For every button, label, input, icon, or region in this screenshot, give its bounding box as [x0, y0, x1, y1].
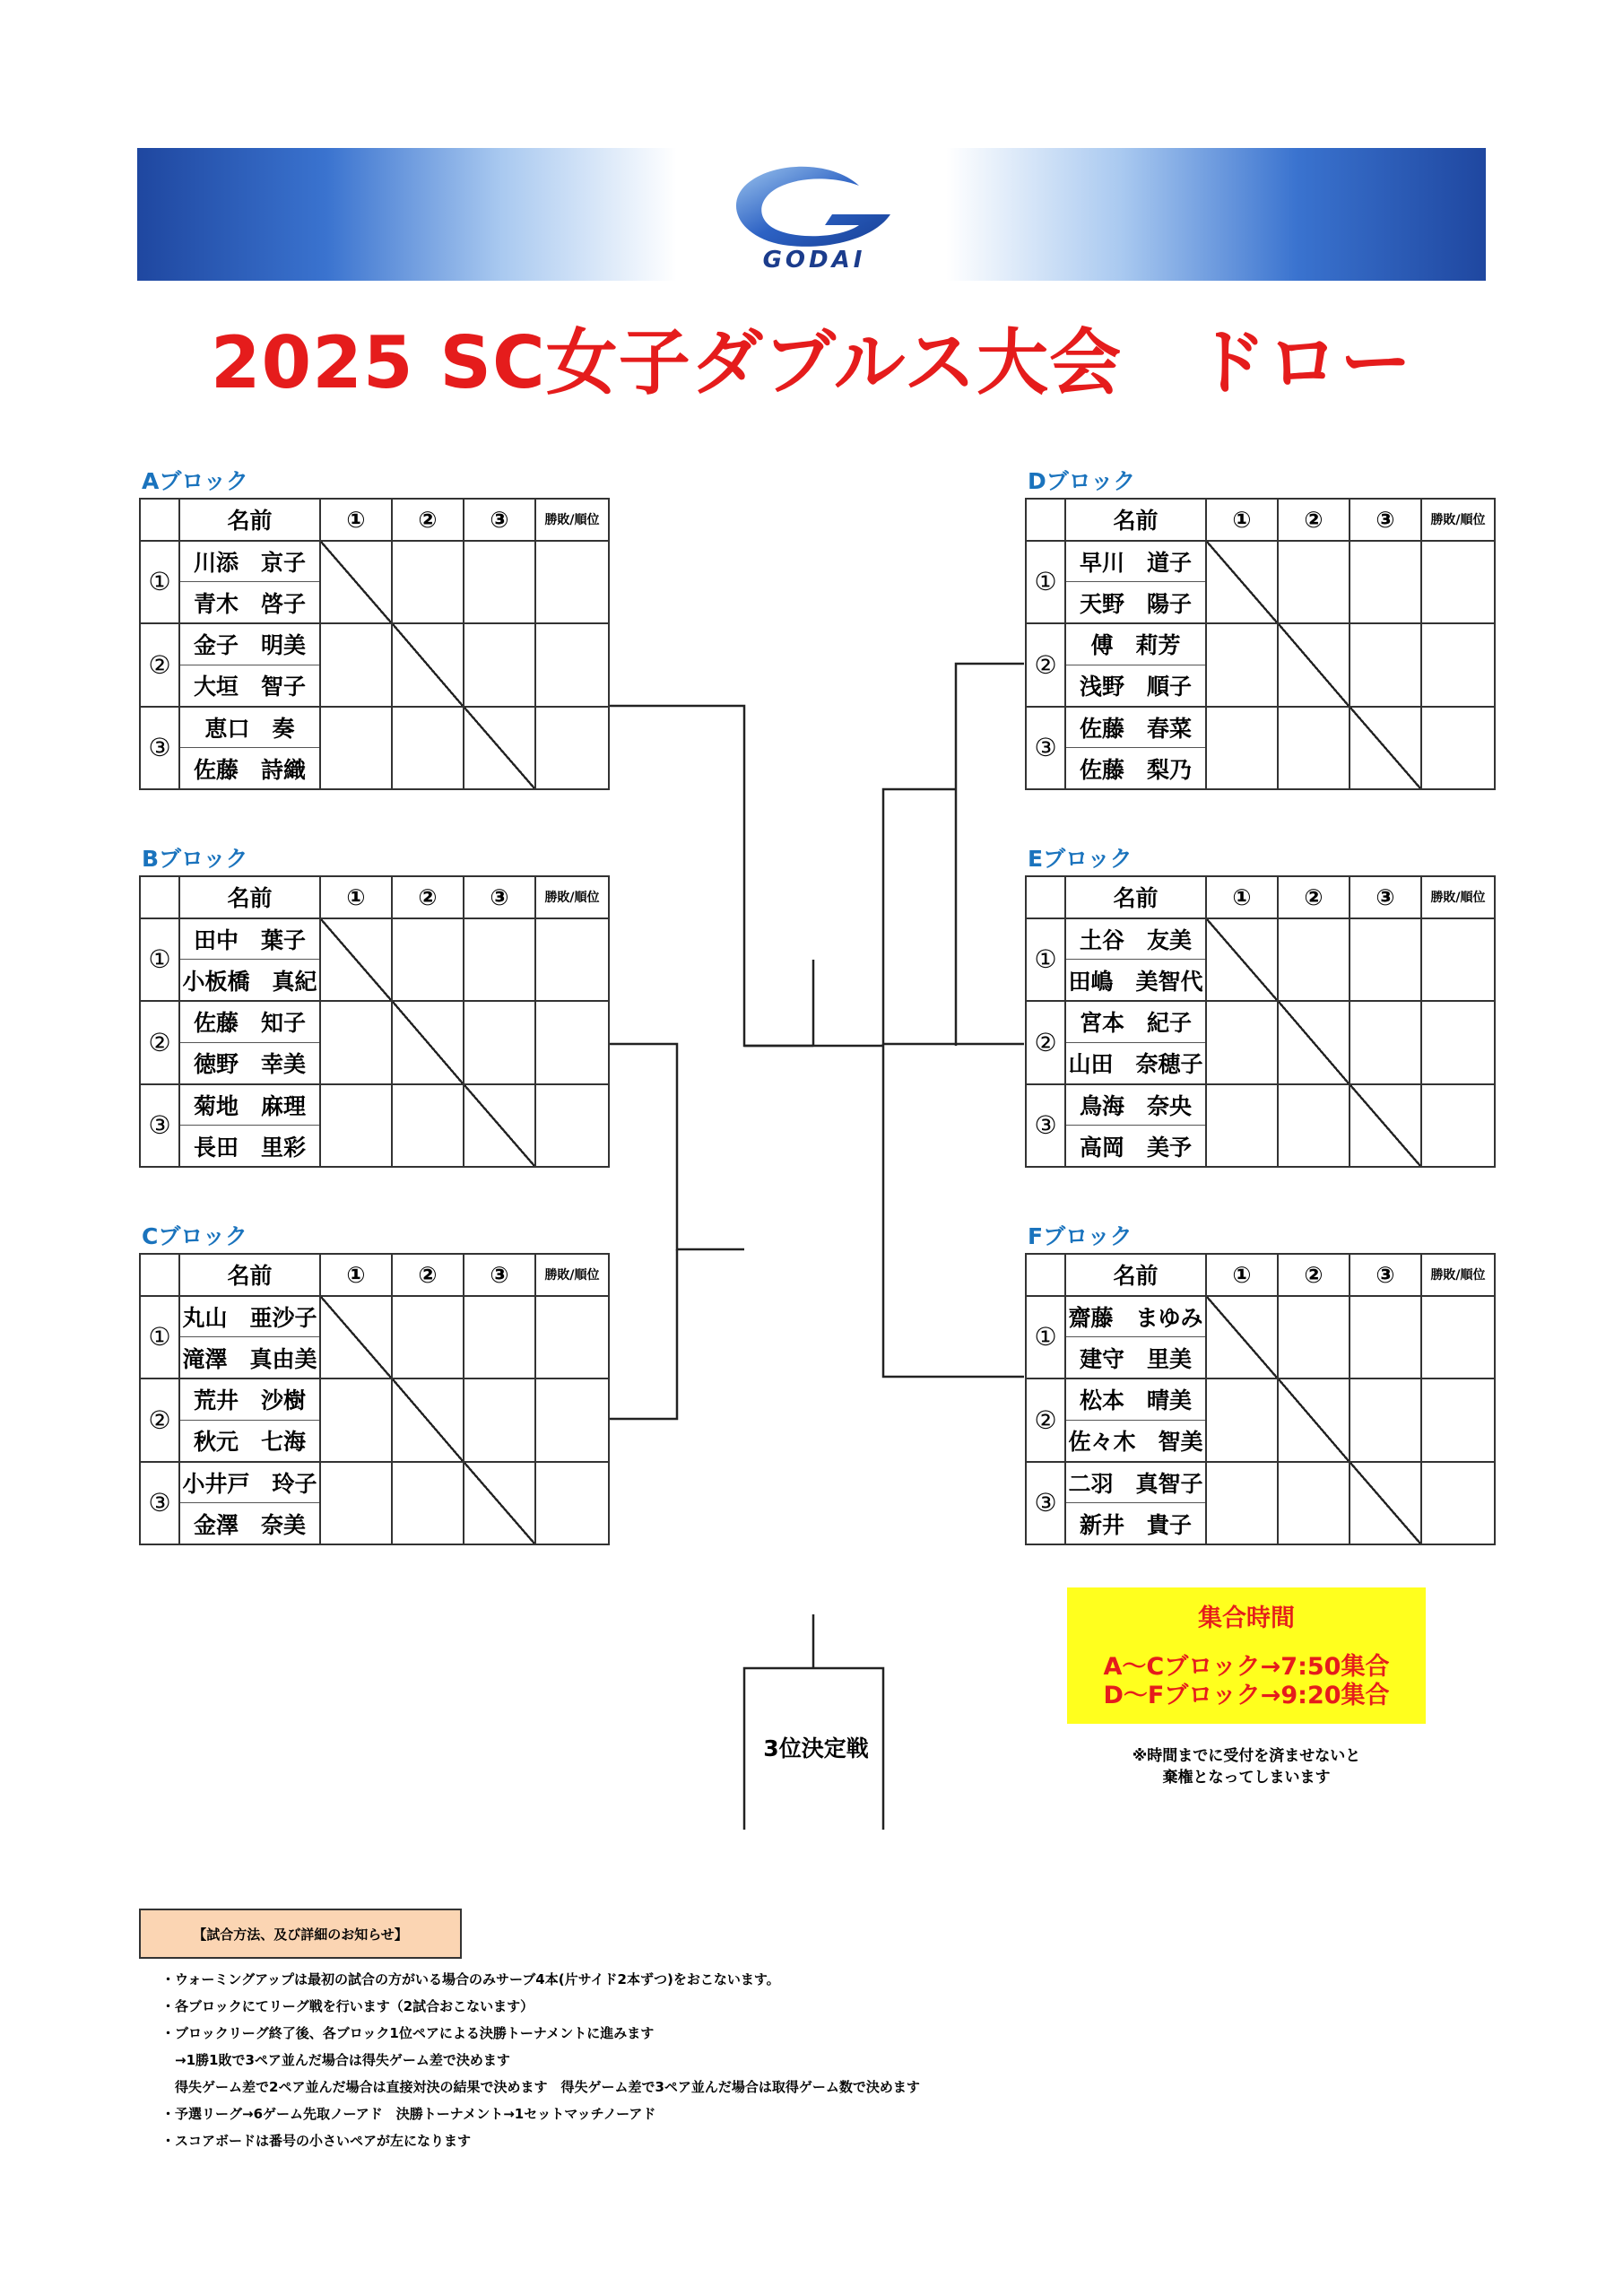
score-cell [1278, 1084, 1350, 1167]
result-cell [535, 1001, 609, 1083]
score-cell [320, 1084, 392, 1167]
header-col-2: ② [392, 876, 464, 918]
header-result: 勝敗/順位 [1421, 1254, 1495, 1296]
header-col-1: ① [320, 876, 392, 918]
info-list [161, 1966, 1462, 2154]
player-name: 山田 奈穂子 [1065, 1042, 1206, 1083]
header-result: 勝敗/順位 [535, 499, 609, 541]
pair-number: ① [1026, 1296, 1065, 1378]
self-match-cell [1278, 623, 1350, 706]
block-table-e [1025, 875, 1496, 1168]
block-label-b: Bブロック [142, 846, 248, 872]
header-name: 名前 [179, 499, 320, 541]
header-name: 名前 [179, 876, 320, 918]
player-name: 小井戸 玲子 [179, 1462, 320, 1503]
player-name: 土谷 友美 [1065, 918, 1206, 960]
result-cell [535, 1084, 609, 1167]
self-match-cell [464, 1084, 535, 1167]
header-col-3: ③ [464, 876, 535, 918]
pair-number: ② [1026, 1378, 1065, 1461]
result-cell [1421, 541, 1495, 623]
block-table-a [139, 498, 610, 790]
late-notice [1067, 1745, 1426, 1788]
score-cell [464, 623, 535, 706]
info-item: ・各ブロックにてリーグ戦を行います（2試合おこないます） [161, 1998, 534, 2014]
self-match-cell [1350, 1462, 1421, 1544]
score-cell [1350, 623, 1421, 706]
self-match-cell [464, 707, 535, 789]
meeting-title: 集合時間 [1198, 1605, 1295, 1632]
score-cell [392, 707, 464, 789]
score-cell [1350, 541, 1421, 623]
result-cell [1421, 1001, 1495, 1083]
header-name: 名前 [1065, 876, 1206, 918]
score-cell [1350, 918, 1421, 1001]
player-name: 傅 莉芳 [1065, 623, 1206, 665]
result-cell [1421, 623, 1495, 706]
block-label-f: Fブロック [1028, 1223, 1133, 1249]
info-item: ・スコアボードは番号の小さいペアが左になります [161, 2133, 472, 2149]
score-cell [320, 707, 392, 789]
late-notice-line: 棄権となってしまいます [1162, 1769, 1331, 1787]
score-cell [1278, 541, 1350, 623]
result-cell [535, 918, 609, 1001]
godai-logo-text: GODAI [762, 247, 866, 274]
header-col-3: ③ [464, 1254, 535, 1296]
header-col-1: ① [1206, 1254, 1278, 1296]
score-cell [1206, 1462, 1278, 1544]
player-name: 浅野 順子 [1065, 665, 1206, 706]
header-col-1: ① [320, 1254, 392, 1296]
pair-number: ③ [1026, 707, 1065, 789]
score-cell [1278, 918, 1350, 1001]
block-table-f [1025, 1253, 1496, 1545]
player-name: 徳野 幸美 [179, 1042, 320, 1083]
self-match-cell [1278, 1378, 1350, 1461]
result-cell [535, 1378, 609, 1461]
player-name: 小板橋 真紀 [179, 960, 320, 1001]
self-match-cell [1206, 918, 1278, 1001]
score-cell [464, 1296, 535, 1378]
block-table-c [139, 1253, 610, 1545]
header-col-2: ② [1278, 499, 1350, 541]
player-name: 菊地 麻理 [179, 1084, 320, 1126]
score-cell [392, 1296, 464, 1378]
header-col-3: ③ [464, 499, 535, 541]
result-cell [1421, 1462, 1495, 1544]
header-result: 勝敗/順位 [1421, 876, 1495, 918]
player-name: 佐藤 詩織 [179, 748, 320, 789]
player-name: 秋元 七海 [179, 1420, 320, 1461]
self-match-cell [1350, 1084, 1421, 1167]
header-col-2: ② [1278, 876, 1350, 918]
player-name: 佐藤 春菜 [1065, 707, 1206, 748]
self-match-cell [1350, 707, 1421, 789]
info-item: ・予選リーグ→6ゲーム先取ノーアド 決勝トーナメント→1セットマッチノーアド [161, 2106, 656, 2122]
player-name: 長田 里彩 [179, 1126, 320, 1167]
player-name: 建守 里美 [1065, 1337, 1206, 1378]
player-name: 新井 貴子 [1065, 1503, 1206, 1544]
self-match-cell [464, 1462, 535, 1544]
header-col-2: ② [392, 1254, 464, 1296]
score-cell [1206, 1001, 1278, 1083]
player-name: 田嶋 美智代 [1065, 960, 1206, 1001]
player-name: 松本 晴美 [1065, 1378, 1206, 1420]
info-item: ・ウォーミングアップは最初の試合の方がいる場合のみサーブ4本(片サイド2本ずつ)をおこないます。 [161, 1971, 780, 1987]
result-cell [1421, 1296, 1495, 1378]
third-place-label: 3位決定戦 [763, 1735, 869, 1761]
self-match-cell [320, 918, 392, 1001]
player-name: 高岡 美予 [1065, 1126, 1206, 1167]
pair-number: ③ [140, 707, 179, 789]
pair-number: ③ [1026, 1462, 1065, 1544]
pair-number: ① [1026, 918, 1065, 1001]
score-cell [1278, 1296, 1350, 1378]
self-match-cell [392, 1378, 464, 1461]
self-match-cell [1206, 541, 1278, 623]
score-cell [1350, 1296, 1421, 1378]
header-col-1: ① [320, 499, 392, 541]
player-name: 田中 葉子 [179, 918, 320, 960]
player-name: 大垣 智子 [179, 665, 320, 706]
block-label-c: Cブロック [142, 1223, 247, 1249]
player-name: 金子 明美 [179, 623, 320, 665]
score-cell [1206, 1084, 1278, 1167]
score-cell [464, 1378, 535, 1461]
pair-number: ② [1026, 623, 1065, 706]
score-cell [1350, 1001, 1421, 1083]
pair-number: ③ [140, 1084, 179, 1167]
info-item: ・ブロックリーグ終了後、各ブロック1位ペアによる決勝トーナメントに進みます [161, 2025, 655, 2041]
header-name: 名前 [1065, 1254, 1206, 1296]
player-name: 金澤 奈美 [179, 1503, 320, 1544]
result-cell [535, 1296, 609, 1378]
player-name: 早川 道子 [1065, 541, 1206, 582]
result-cell [1421, 1378, 1495, 1461]
info-item: →1勝1敗で3ペア並んだ場合は得失ゲーム差で決めます [161, 2052, 510, 2068]
meeting-time-box [1067, 1587, 1426, 1724]
header-result: 勝敗/順位 [535, 1254, 609, 1296]
player-name: 滝澤 真由美 [179, 1337, 320, 1378]
score-cell [1206, 707, 1278, 789]
score-cell [1278, 707, 1350, 789]
score-cell [464, 918, 535, 1001]
player-name: 天野 陽子 [1065, 582, 1206, 623]
pair-number: ③ [140, 1462, 179, 1544]
score-cell [392, 541, 464, 623]
player-name: 荒井 沙樹 [179, 1378, 320, 1420]
block-label-a: Aブロック [142, 468, 248, 494]
player-name: 青木 啓子 [179, 582, 320, 623]
player-name: 丸山 亜沙子 [179, 1296, 320, 1337]
info-item: 得失ゲーム差で2ペア並んだ場合は直接対決の結果で決めます 得失ゲーム差で3ペア並んだ場合は取得ゲーム数で決めます [161, 2079, 920, 2095]
self-match-cell [320, 541, 392, 623]
pair-number: ① [140, 541, 179, 623]
score-cell [464, 541, 535, 623]
meeting-line-abc: A～Cブロック→7:50集合 [1103, 1653, 1390, 1681]
result-cell [1421, 707, 1495, 789]
meeting-line-def: D～Fブロック→9:20集合 [1103, 1682, 1390, 1709]
player-name: 二羽 真智子 [1065, 1462, 1206, 1503]
score-cell [320, 1001, 392, 1083]
header-col-3: ③ [1350, 876, 1421, 918]
late-notice-line: ※時間までに受付を済ませないと [1132, 1747, 1361, 1765]
result-cell [535, 1462, 609, 1544]
pair-number: ② [1026, 1001, 1065, 1083]
header-col-3: ③ [1350, 499, 1421, 541]
header-name: 名前 [1065, 499, 1206, 541]
block-label-e: Eブロック [1028, 846, 1133, 872]
pair-number: ① [140, 918, 179, 1001]
score-cell [1206, 1378, 1278, 1461]
header-name: 名前 [179, 1254, 320, 1296]
score-cell [464, 1001, 535, 1083]
pair-number: ③ [1026, 1084, 1065, 1167]
self-match-cell [392, 1001, 464, 1083]
self-match-cell [1278, 1001, 1350, 1083]
result-cell [535, 707, 609, 789]
header-col-2: ② [392, 499, 464, 541]
player-name: 恵口 奏 [179, 707, 320, 748]
self-match-cell [392, 623, 464, 706]
score-cell [392, 1084, 464, 1167]
header-col-1: ① [1206, 876, 1278, 918]
block-table-b [139, 875, 610, 1168]
page-title: 2025 SC女子ダブルス大会 ドロー [210, 321, 1413, 404]
pair-number: ① [1026, 541, 1065, 623]
player-name: 佐々木 智美 [1065, 1420, 1206, 1461]
score-cell [320, 1462, 392, 1544]
score-cell [392, 1462, 464, 1544]
score-cell [320, 1378, 392, 1461]
header-col-3: ③ [1350, 1254, 1421, 1296]
score-cell [1350, 1378, 1421, 1461]
score-cell [1206, 623, 1278, 706]
self-match-cell [320, 1296, 392, 1378]
result-cell [535, 541, 609, 623]
self-match-cell [1206, 1296, 1278, 1378]
player-name: 川添 京子 [179, 541, 320, 582]
info-header: 【試合方法、及び詳細のお知らせ】 [139, 1909, 462, 1959]
score-cell [392, 918, 464, 1001]
header-col-2: ② [1278, 1254, 1350, 1296]
result-cell [1421, 918, 1495, 1001]
player-name: 宮本 紀子 [1065, 1001, 1206, 1042]
player-name: 佐藤 梨乃 [1065, 748, 1206, 789]
result-cell [1421, 1084, 1495, 1167]
header-result: 勝敗/順位 [535, 876, 609, 918]
score-cell [1278, 1462, 1350, 1544]
block-table-d [1025, 498, 1496, 790]
pair-number: ② [140, 623, 179, 706]
header-result: 勝敗/順位 [1421, 499, 1495, 541]
player-name: 齋藤 まゆみ [1065, 1296, 1206, 1337]
result-cell [535, 623, 609, 706]
player-name: 佐藤 知子 [179, 1001, 320, 1042]
header-col-1: ① [1206, 499, 1278, 541]
block-label-d: Dブロック [1028, 468, 1136, 494]
pair-number: ② [140, 1378, 179, 1461]
player-name: 鳥海 奈央 [1065, 1084, 1206, 1126]
score-cell [320, 623, 392, 706]
pair-number: ① [140, 1296, 179, 1378]
pair-number: ② [140, 1001, 179, 1083]
